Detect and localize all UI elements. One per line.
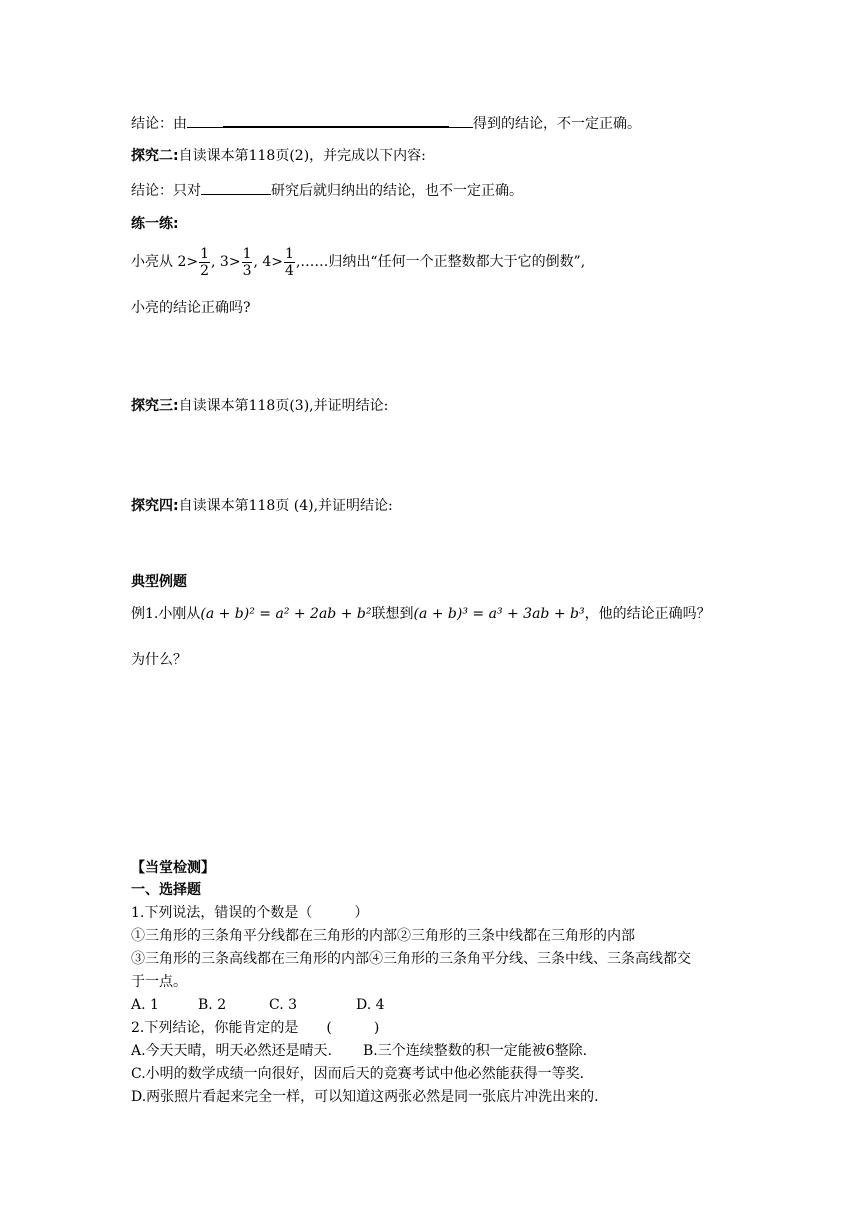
test-header: 【当堂检测】 xyxy=(131,860,215,876)
question-1-line-3: 于一点。 xyxy=(131,974,187,990)
explore-2-line xyxy=(131,146,426,166)
equation-square: (a + b)² = a² + 2ab + b² xyxy=(200,606,372,622)
question-2-line-3: D.两张照片看起来完全一样，可以知道这两张必然是同一张底片冲洗出来的. xyxy=(131,1089,599,1105)
q1-option-a: A. 1 xyxy=(131,997,159,1013)
practice-line-1: 小亮从 2> $\frac{1}{2}$ , 3> $\frac{1}{3}$ , 4> $\frac{1}{4}$ ,……归纳出“任何一个正整数都大于它的倒数”, xyxy=(131,245,586,279)
question-1: 1.下列说法，错误的个数是（ ） xyxy=(131,905,369,921)
explore-3-title: 探究三: xyxy=(131,398,179,414)
q1-option-d: D. 4 xyxy=(356,997,385,1013)
q2-option-a: A.今天天晴，明天必然还是晴天. xyxy=(131,1043,333,1059)
explore-4-title: 探究四: xyxy=(131,498,179,514)
question-2: 2.下列结论，你能肯定的是 ( ) xyxy=(131,1020,380,1036)
practice-line-2: 小亮的结论正确吗? xyxy=(131,300,251,316)
example-1-line xyxy=(131,604,711,624)
conclusion-1-suffix: 得到的结论，不一定正确。 xyxy=(473,116,641,132)
explore-3-text: 自读课本第118页(3),并证明结论: xyxy=(178,398,389,414)
explore-4-line xyxy=(131,496,393,516)
explore-2-text: 自读课本第118页(2)，并完成以下内容: xyxy=(178,148,426,164)
blank-long xyxy=(223,112,449,128)
question-2-line-2: C.小明的数学成绩一向很好，因而后天的竞赛考试中他必然能获得一等奖. xyxy=(131,1066,585,1082)
blank-tail xyxy=(449,113,473,128)
conclusion-1-prefix: 结论：由 xyxy=(131,116,187,132)
fraction-half: $\frac{1}{2}$ xyxy=(200,245,210,279)
blank-conclusion-2 xyxy=(201,180,271,195)
practice-suffix: ……归纳出“任何一个正整数都大于它的倒数”, xyxy=(300,254,586,270)
question-1-line-2: ③三角形的三条高线都在三角形的内部④三角形的三条角平分线、三条中线、三条高线都交 xyxy=(131,951,691,967)
examples-title: 典型例题 xyxy=(131,574,187,590)
question-1-line-1: ①三角形的三条角平分线都在三角形的内部②三角形的三条中线都在三角形的内部 xyxy=(131,928,635,944)
example-1-mid: 联想到 xyxy=(371,606,414,622)
blank-short xyxy=(187,113,223,128)
fraction-quarter: $\frac{1}{4}$ xyxy=(285,245,294,279)
conclusion-2-line xyxy=(131,180,523,201)
explore-4-text: 自读课本第118页 (4),并证明结论: xyxy=(178,498,393,514)
example-1-suffix: ，他的结论正确吗？ xyxy=(584,606,711,622)
test-section-title: 一、选择题 xyxy=(131,882,201,898)
explore-2-title: 探究二: xyxy=(131,148,179,164)
practice-prefix: 小亮从 2> xyxy=(131,254,199,270)
conclusion-2-suffix: 研究后就归纳出的结论，也不一定正确。 xyxy=(271,183,523,199)
question-2-line-1 xyxy=(131,1040,587,1062)
q1-option-c: C. 3 xyxy=(269,997,298,1013)
equation-cube: (a + b)³ = a³ + 3ab + b³ xyxy=(413,606,585,622)
conclusion-2-prefix: 结论：只对 xyxy=(131,183,201,199)
q1-option-b: B. 2 xyxy=(198,997,227,1013)
practice-title: 练一练: xyxy=(131,216,179,232)
explore-3-line xyxy=(131,396,388,416)
q2-option-b: B.三个连续整数的积一定能被6整除. xyxy=(363,1043,588,1059)
fraction-third: $\frac{1}{3}$ xyxy=(242,245,252,279)
example-1-prefix: 例1.小刚从 xyxy=(131,606,201,622)
example-1-line-2: 为什么？ xyxy=(131,652,187,668)
question-1-options xyxy=(131,994,385,1016)
conclusion-1-line xyxy=(131,112,641,134)
